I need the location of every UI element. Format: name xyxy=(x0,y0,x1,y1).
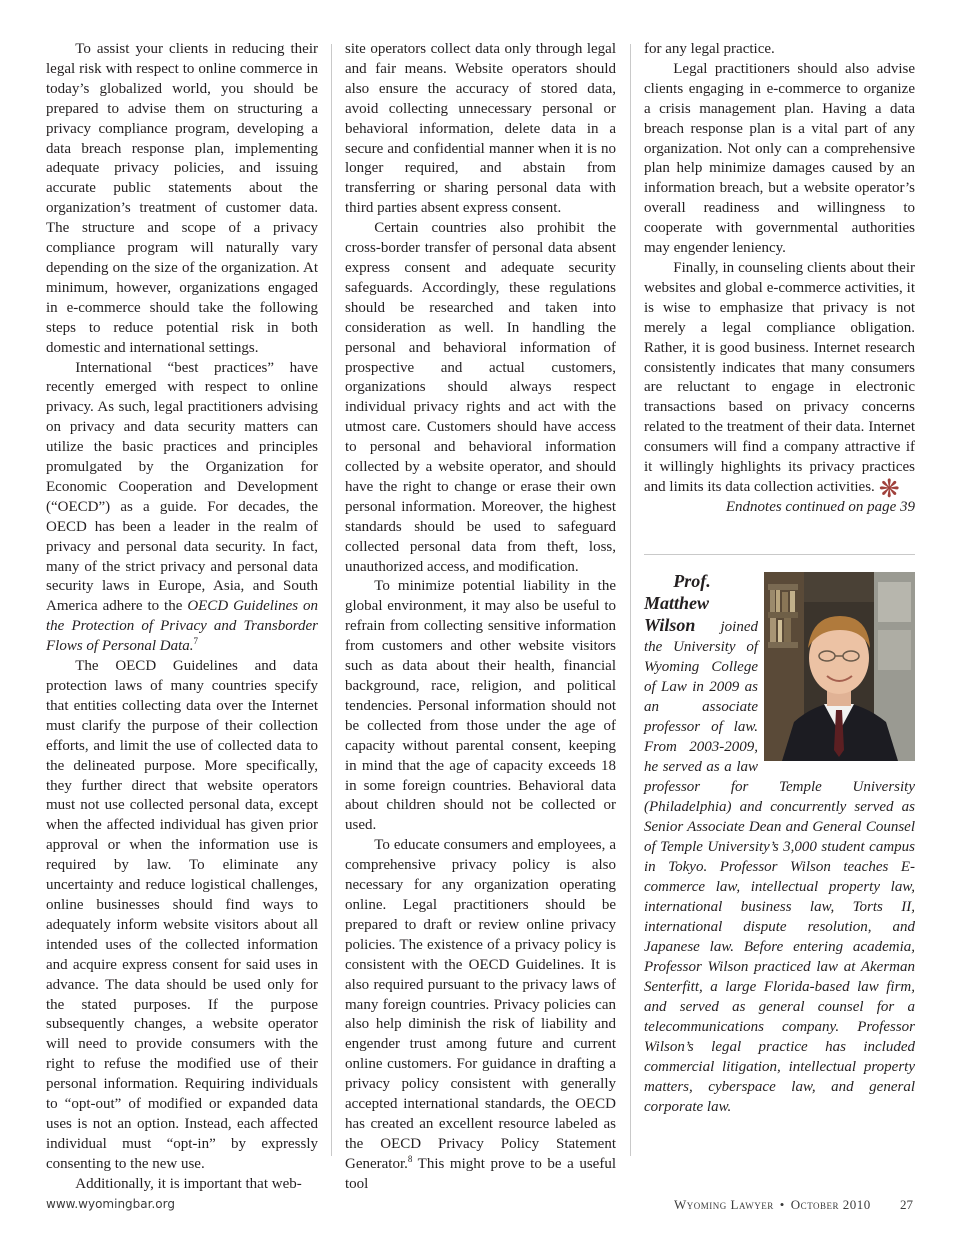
paragraph: Certain countries also prohibit the cross-border transfer of personal data absent express consent and adequate security safeguards. Accordingly, these regulations should be researched and taken into consideration as well. In handling the personal and behavioral information of prospective and actual customers, organizations should always respect individual privacy rights and act with the utmost care. Customers should have access to personal and behavioral information collected by a website operator, and should have the right to change or erase their own personal information. Moreover, the highest standards should be used to safeguard collected personal data from theft, loss, unauthorized access, and modification. xyxy=(345,220,616,575)
column-divider-1 xyxy=(331,44,332,1156)
article-column-3 xyxy=(644,40,915,1117)
author-bio: Prof. Matthew Wilson joined the University of Wyoming College of Law in 2009 as an associate professor of law. From 2003-2009, he served as a law professor for Temple University (Philadelphia) and concurrently served as Senior Associate Dean and General Counsel of Temple University’s 3,000 student campus in Tokyo. Professor Wilson teaches E-commerce law, intellectual property law, international business law, Torts II, international dispute resolution, and Japanese law. Before entering academia, Professor Wilson practiced law at Akerman Senterfitt, a large Florida-based law firm, and served as general counsel for a telecommunications company. Professor Wilson’s legal practice has included commercial litigation, intellectual property matters, cyberspace law, and general corporate law. xyxy=(644,570,915,1115)
paragraph: site operators collect data only through legal and fair means. Website operators should also ensure the accuracy of stored data, avoid collecting unnecessary personal or behavioral information, delete data in a secure and confidential manner when it is no longer required, and abstain from transferring or sharing personal data with third parties absent express consent. xyxy=(345,41,616,217)
paragraph: Finally, in counseling clients about their websites and global e-commerce activities, it is wise to emphasize that privacy is not merely a legal compliance obligation. Rather, it is good business. Internet research consistently indicates that many consumers are reluctant to engage in electronic transactions based on privacy concerns related to the treatment of their data. Internet consumers will find a company attractive if it willingly highlights its privacy practices and limits its data collection activities. ❋ xyxy=(644,259,915,503)
paragraph: To minimize potential liability in the global environment, it may also be useful to refrain from collecting sensitive information from customers and other website visitors such as data about their health, financial background, race, religion, and political tendencies. Personal information should not be collected from those under the age of capacity without parental consent, keeping in mind that the age of capacity exceeds 18 in some foreign countries. Behavioral data about children should not be collected or used. xyxy=(345,578,616,834)
endnote-ref: 7 xyxy=(193,636,199,647)
paragraph: Additionally, it is important that web- xyxy=(75,1175,302,1192)
guidelines-title: OECD Guidelines on the Protection of Privacy and Transborder Flows of Personal Data. xyxy=(46,598,318,655)
article-column-2 xyxy=(345,40,616,1195)
paragraph: International “best practices” have recently emerged with respect to online privacy. As such, legal practitioners advising on privacy and data security matters can utilize the basic practices and principles promulgated by the Organization for Economic Cooperation and Development (“OECD”) as a guide. For decades, the OECD has been a leader in the realm of privacy and personal data security. In fact, many of the strict privacy and personal data security laws in Europe, Asia, and South America adhere to the OECD Guidelines on the Protection of Privacy and Transborder Flows of Personal Data.$^7$ xyxy=(46,359,318,655)
article-column-1 xyxy=(46,40,318,1195)
author-name: Prof. Matthew Wilson xyxy=(644,570,711,635)
section-divider xyxy=(644,554,915,555)
paragraph: Legal practitioners should also advise clients engaging in e-commerce to organize a crisis management plan. Having a data breach response plan is a vital part of any organization. Not only can a comprehensive plan help minimize damages caused by an information breach, but a website operator’s overall readiness and willingness to cooperate with governmental authorities may engender leniency. xyxy=(644,60,915,257)
paragraph: To assist your clients in reducing their legal risk with respect to online commerce in today’s globalized world, you should be prepared to advise them on structuring a privacy compliance program, developing a data breach response plan, implementing adequate privacy policies, and issuing accurate public statements about the organization’s treatment of customer data. The structure and scope of a privacy compliance program will naturally vary depending on the size of the organization. At minimum, however, organizations engaged in e-commerce should take the following steps to reduce potential risk in both domestic and international settings. xyxy=(46,41,318,356)
footer-publication-issue: Wyoming Lawyer • October 2010 xyxy=(674,1197,871,1212)
author-portrait-image xyxy=(764,572,915,761)
page-number: 27 xyxy=(900,1197,913,1212)
footer-website: www.wyomingbar.org xyxy=(46,1197,175,1211)
author-photo xyxy=(764,572,915,761)
paragraph: The OECD Guidelines and data protection laws of many countries specify that entities collecting data over the Internet must clarify the purpose of their collection efforts, and limit the use of collected data to the delineated purpose. More specifically, they further direct that website operators must not use collected personal data, except when the affected individual has given prior approval or when the information use is required by law. To eliminate any uncertainty and reduce logistical challenges, online businesses should find ways to adequately inform website visitors about all intended uses of the collected information and acquire express consent for said uses in advance. The data should be used only for the stated purposes. If the purpose subsequently changes, a website operator will need to provide consumers with the right to refuse the modified use of their personal information. Requiring individuals to “opt-out” of modified or expanded data uses is not an option. Instead, each affected individual must “opt-in” by expressly consenting to the new use. xyxy=(46,658,318,1172)
end-of-article-icon: ❋ xyxy=(878,473,900,503)
paragraph: for any legal practice. xyxy=(644,41,775,57)
endnote-ref: 8 xyxy=(407,1153,413,1164)
paragraph: To educate consumers and employees, a comprehensive privacy policy is also necessary for any organization operating online. Legal practitioners should be prepared to draft or review online privacy policies. The existence of a privacy policy is consistent with the OECD Guidelines. It is also required pursuant to the privacy laws of many foreign countries. Privacy policies can also help diminish the risk of liability and engender trust among future and current online customers. For guidance in drafting a privacy policy consistent with generally accepted international standards, the OECD has created an excellent resource labeled as the OECD Privacy Policy Statement Generator.$^8$ This might prove to be a useful tool xyxy=(345,837,616,1192)
endnotes-continued-note: Endnotes continued on page 39 xyxy=(725,498,915,515)
column-divider-2 xyxy=(630,44,631,1156)
